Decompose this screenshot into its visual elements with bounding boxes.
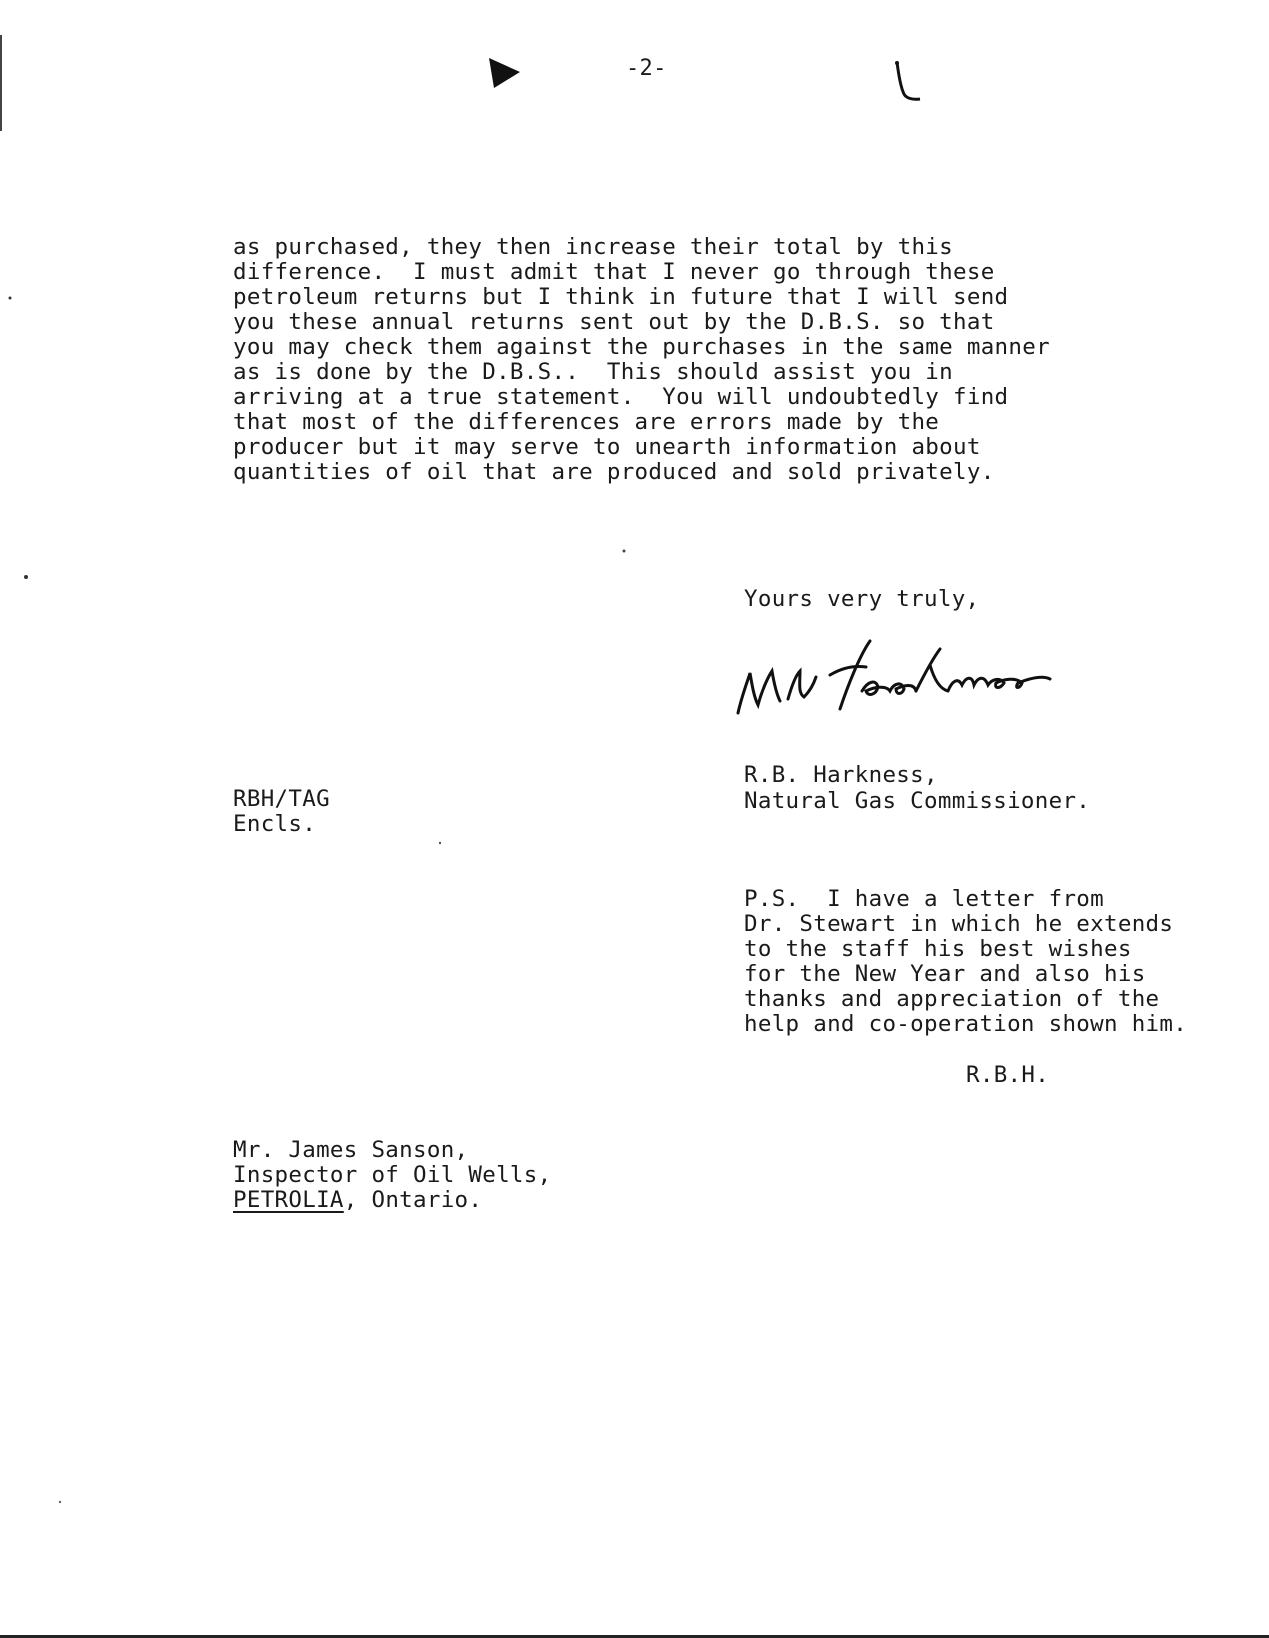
recipient-name: Mr. James Sanson, — [233, 1137, 469, 1163]
handwritten-signature — [730, 635, 1090, 725]
postscript-line: thanks and appreciation of the — [744, 986, 1160, 1012]
postscript-line: Dr. Stewart in which he extends — [744, 911, 1174, 937]
recipient-title: Inspector of Oil Wells, — [233, 1162, 552, 1188]
reference-initials: RBH/TAG — [233, 786, 330, 812]
postscript-line: for the New Year and also his — [744, 961, 1146, 987]
curl-mark-icon — [897, 62, 920, 99]
body-line: as is done by the D.B.S.. This should assist you in — [233, 359, 953, 385]
postscript — [744, 887, 1187, 1037]
body-line: quantities of oil that are produced and sold privately. — [233, 459, 995, 485]
body-line: as purchased, they then increase their total by this — [233, 234, 953, 260]
body-line: you may check them against the purchases in the same manner — [233, 334, 1050, 360]
page-number: -2- — [626, 56, 667, 81]
body-line: that most of the differences are errors made by the — [233, 409, 940, 435]
enclosures-note: Encls. — [233, 811, 317, 837]
recipient-city: PETROLIA — [233, 1187, 344, 1213]
body-line: you these annual returns sent out by the D.B.S. so that — [233, 309, 995, 335]
body-paragraph — [233, 235, 1050, 485]
recipient-address — [233, 1138, 551, 1213]
postscript-line: to the staff his best wishes — [744, 936, 1132, 962]
recipient-location — [233, 1188, 551, 1213]
postscript-initials: R.B.H. — [966, 1062, 1050, 1088]
closing: Yours very truly, — [744, 586, 980, 612]
postscript-line: help and co-operation shown him. — [744, 1011, 1188, 1037]
body-line: arriving at a true statement. You will undoubtedly find — [233, 384, 1009, 410]
body-line: producer but it may serve to unearth information about — [233, 434, 981, 460]
body-line: difference. I must admit that I never go through these — [233, 259, 995, 285]
arrow-mark-icon — [489, 58, 520, 88]
signatory-title: Natural Gas Commissioner. — [744, 788, 1091, 814]
postscript-line: P.S. I have a letter from — [744, 886, 1104, 912]
body-line: petroleum returns but I think in future that I will send — [233, 284, 1009, 310]
recipient-province: , Ontario. — [343, 1187, 483, 1213]
signatory-name: R.B. Harkness, — [744, 762, 938, 788]
